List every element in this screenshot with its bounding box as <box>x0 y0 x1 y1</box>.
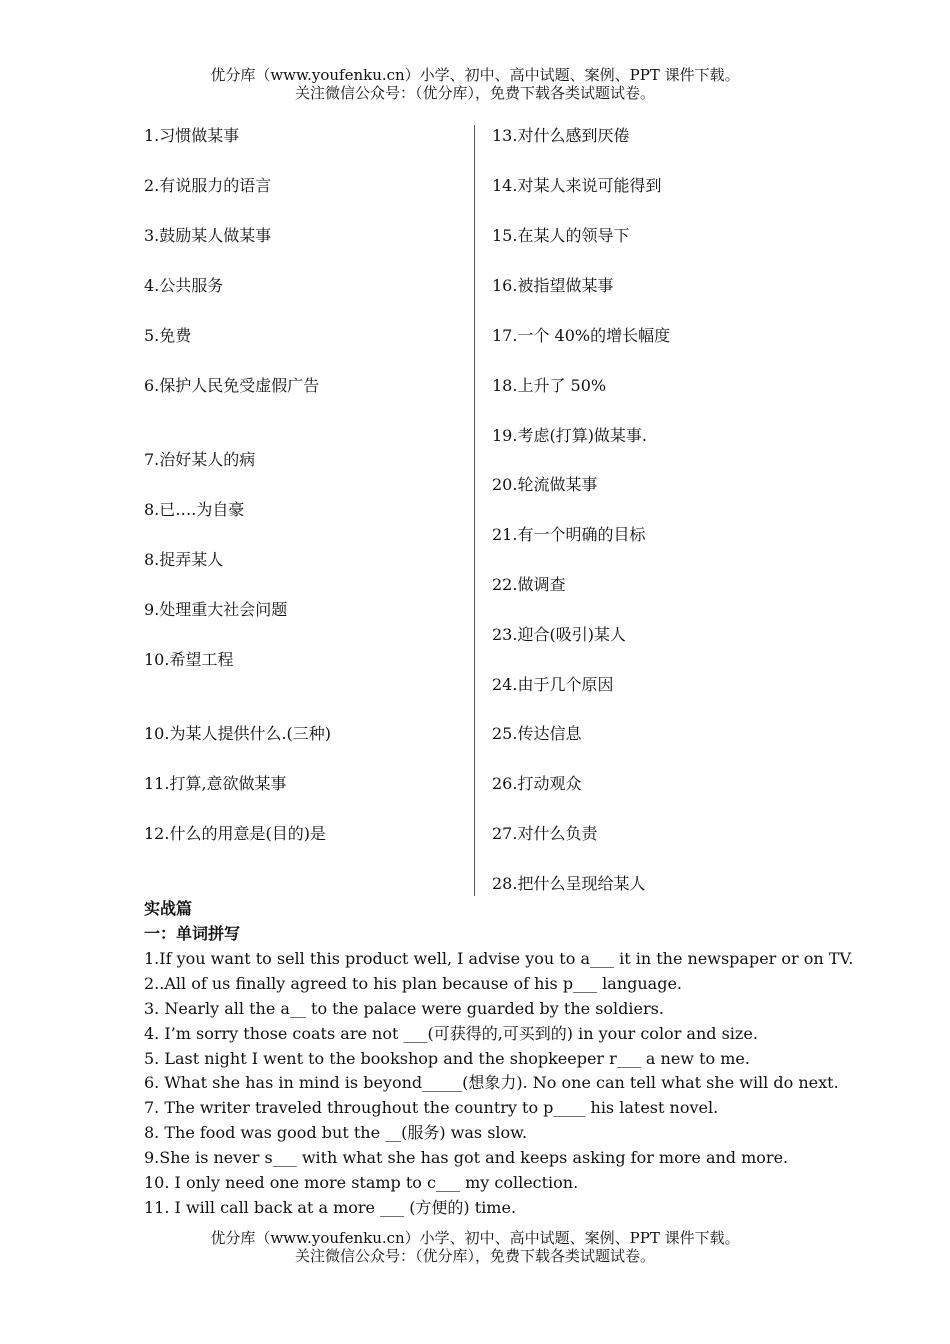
phrase-item: 16.被指望做某事 <box>492 276 614 295</box>
footer-line-1: 优分库（www.youfenku.cn）小学、初中、高中试题、案例、PPT 课件下载。 <box>210 1229 740 1247</box>
exercise-item: 4. I’m sorry those coats are not ___(可获得的,可买到的) in your color and size. <box>144 1024 758 1043</box>
phrase-item: 3.鼓励某人做某事 <box>144 226 272 245</box>
phrase-item: 28.把什么呈现给某人 <box>492 874 646 893</box>
phrase-item: 14.对某人来说可能得到 <box>492 176 662 195</box>
exercise-item: 8. The food was good but the __(服务) was slow. <box>144 1123 528 1142</box>
phrase-item: 8.捉弄某人 <box>144 550 224 569</box>
phrase-item: 17.一个 40%的增长幅度 <box>492 326 671 345</box>
section-title: 实战篇 <box>144 899 193 918</box>
phrase-item: 23.迎合(吸引)某人 <box>492 625 626 644</box>
phrase-item: 13.对什么感到厌倦 <box>492 126 630 145</box>
phrase-item: 21.有一个明确的目标 <box>492 525 646 544</box>
phrase-item: 4.公共服务 <box>144 276 224 295</box>
phrase-item: 10.希望工程 <box>144 650 234 669</box>
exercise-item: 10. I only need one more stamp to c___ my collection. <box>144 1173 579 1192</box>
column-divider <box>474 125 475 896</box>
phrase-item: 8.已….为自豪 <box>144 500 245 519</box>
phrase-item: 19.考虑(打算)做某事. <box>492 426 648 445</box>
page-footer <box>0 1229 950 1265</box>
exercise-item: 2..All of us finally agreed to his plan because of his p___ language. <box>144 974 683 993</box>
phrase-item: 9.处理重大社会问题 <box>144 600 288 619</box>
phrase-item: 25.传达信息 <box>492 724 582 743</box>
phrase-item: 27.对什么负责 <box>492 824 598 843</box>
phrase-item: 12.什么的用意是(目的)是 <box>144 824 326 843</box>
header-line-1: 优分库（www.youfenku.cn）小学、初中、高中试题、案例、PPT 课件下载。 <box>210 66 740 84</box>
phrase-item: 5.免费 <box>144 326 192 345</box>
section-subtitle: 一：单词拼写 <box>144 924 241 943</box>
phrase-item: 2.有说服力的语言 <box>144 176 272 195</box>
phrase-item: 1.习惯做某事 <box>144 126 240 145</box>
page-header <box>0 66 950 102</box>
exercise-item: 1.If you want to sell this product well, I advise you to a___ it in the newspaper or on TV. <box>144 949 854 968</box>
exercise-item: 11. I will call back at a more ___ (方便的) time. <box>144 1198 517 1217</box>
phrase-item: 24.由于几个原因 <box>492 675 614 694</box>
exercise-item: 3. Nearly all the a__ to the palace were guarded by the soldiers. <box>144 999 664 1018</box>
header-line-2: 关注微信公众号：（优分库），免费下载各类试题试卷。 <box>294 84 655 102</box>
phrase-item: 20.轮流做某事 <box>492 475 598 494</box>
phrase-item: 15.在某人的领导下 <box>492 226 630 245</box>
exercise-item: 6. What she has in mind is beyond_____(想象力). No one can tell what she will do next. <box>144 1073 839 1092</box>
phrase-item: 18.上升了 50% <box>492 376 607 395</box>
footer-line-2: 关注微信公众号：（优分库），免费下载各类试题试卷。 <box>294 1247 655 1265</box>
phrase-item: 10.为某人提供什么.(三种) <box>144 724 332 743</box>
phrase-item: 22.做调查 <box>492 575 566 594</box>
phrase-item: 11.打算,意欲做某事 <box>144 774 287 793</box>
exercise-item: 5. Last night I went to the bookshop and the shopkeeper r___ a new to me. <box>144 1049 750 1068</box>
phrase-item: 6.保护人民免受虚假广告 <box>144 376 320 395</box>
phrase-item: 7.治好某人的病 <box>144 450 256 469</box>
exercise-item: 9.She is never s___ with what she has got and keeps asking for more and more. <box>144 1148 789 1167</box>
exercise-item: 7. The writer traveled throughout the country to p____ his latest novel. <box>144 1098 719 1117</box>
phrase-item: 26.打动观众 <box>492 774 582 793</box>
